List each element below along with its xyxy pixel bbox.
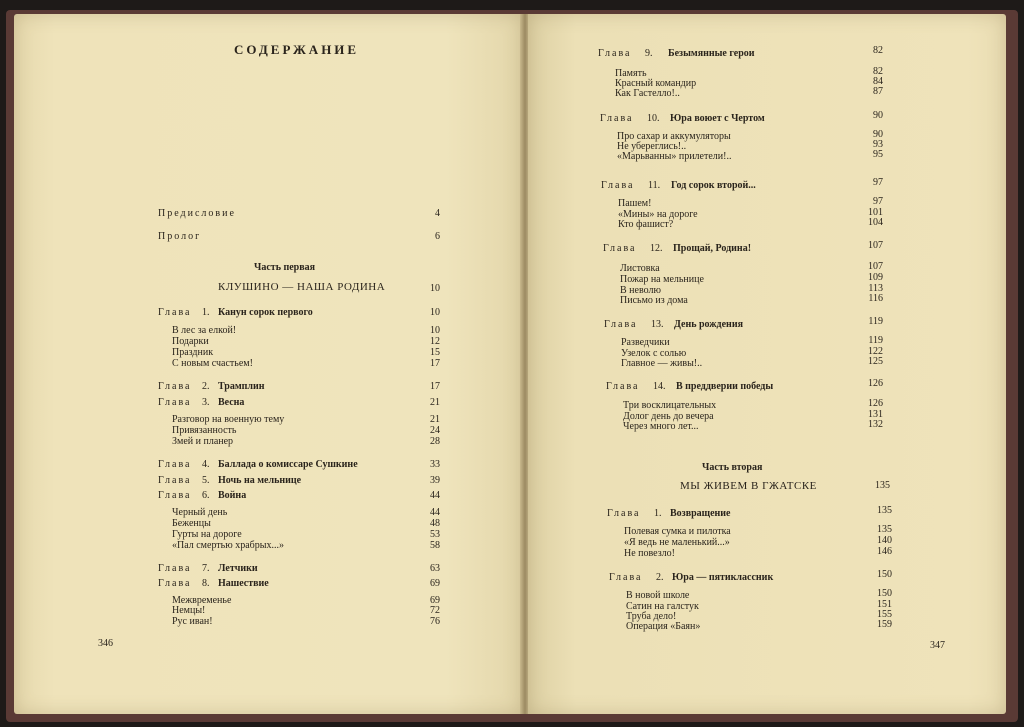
section-page: 150 [877, 588, 892, 599]
chapter-prefix: Глава [158, 475, 192, 486]
chapter-prefix: Глава [609, 572, 643, 583]
section-page: 82 [873, 66, 883, 77]
section-page: 116 [868, 293, 883, 304]
section-label: Про сахар и аккумуляторы [617, 131, 731, 142]
section-page: 93 [873, 139, 883, 150]
section-page: 72 [430, 605, 440, 616]
section-label: Долог день до вечера [623, 411, 714, 422]
chapter-number: 10. [647, 113, 660, 124]
section-page: 126 [868, 398, 883, 409]
left-page [14, 14, 522, 714]
chapter-number: 2. [202, 381, 210, 392]
chapter-number: 5. [202, 475, 210, 486]
section-page: 53 [430, 529, 440, 540]
chapter-title: Баллада о комиссаре Сушкине [218, 459, 358, 470]
chapter-page: 33 [430, 459, 440, 470]
chapter-prefix: Глава [603, 243, 637, 254]
chapter-prefix: Глава [601, 180, 635, 191]
chapter-page: 126 [868, 378, 883, 389]
chapter-title: Юра — пятиклассник [672, 572, 774, 583]
section-label: Черный день [172, 507, 228, 518]
chapter-prefix: Глава [607, 508, 641, 519]
part-page: 135 [875, 480, 890, 491]
section-page: 28 [430, 436, 440, 447]
section-page: 155 [877, 609, 892, 620]
section-page: 131 [868, 409, 883, 420]
chapter-title: Ночь на мельнице [218, 475, 302, 486]
chapter-page: 150 [877, 569, 892, 580]
section-page: 76 [430, 616, 440, 627]
chapter-page: 21 [430, 397, 440, 408]
section-label: Змей и планер [172, 436, 234, 447]
chapter-number: 9. [645, 48, 653, 59]
part-label: Часть первая [254, 262, 316, 273]
chapter-number: 13. [651, 319, 664, 330]
chapter-page: 44 [430, 490, 440, 501]
chapter-title: Летчики [218, 563, 258, 574]
chapter-prefix: Глава [604, 319, 638, 330]
section-label: Рус иван! [172, 616, 213, 627]
front-matter-label: Предисловие [158, 208, 236, 219]
section-page: 69 [430, 595, 440, 606]
section-label: Узелок с солью [621, 348, 687, 359]
section-label: Беженцы [172, 518, 211, 529]
section-page: 135 [877, 524, 892, 535]
chapter-prefix: Глава [158, 563, 192, 574]
section-page: 104 [868, 217, 883, 228]
section-page: 48 [430, 518, 440, 529]
section-label: В лес за елкой! [172, 325, 237, 336]
chapter-page: 39 [430, 475, 440, 486]
section-page: 97 [873, 196, 883, 207]
chapter-title: Возвращение [670, 508, 731, 519]
part-title: МЫ ЖИВЕМ В ГЖАТСКЕ [680, 480, 817, 492]
section-page: 87 [873, 86, 883, 97]
section-label: С новым счастьем! [172, 358, 253, 369]
chapter-number: 14. [653, 381, 666, 392]
page-folio: 346 [98, 638, 113, 649]
chapter-page: 90 [873, 110, 883, 121]
section-label: Операция «Баян» [626, 621, 701, 632]
chapter-title: Прощай, Родина! [673, 243, 752, 254]
section-label: Пашем! [618, 198, 652, 209]
part-label: Часть вторая [702, 462, 763, 473]
chapter-number: 6. [202, 490, 210, 501]
section-page: 119 [868, 335, 883, 346]
section-label: Три восклицательных [623, 400, 717, 411]
section-page: 10 [430, 325, 440, 336]
chapter-prefix: Глава [606, 381, 640, 392]
section-label: Разговор на военную тему [172, 414, 285, 425]
front-matter-label: Пролог [158, 231, 202, 242]
chapter-prefix: Глава [158, 307, 192, 318]
chapter-title: Безымянные герои [668, 48, 755, 59]
section-label: Красный командир [615, 78, 697, 89]
section-page: 95 [873, 149, 883, 160]
chapter-title: Год сорок второй... [671, 180, 756, 191]
chapter-title: Юра воюет с Чертом [670, 113, 765, 124]
section-label: В новой школе [626, 590, 690, 601]
section-label: Не повезло! [624, 548, 676, 559]
section-page: 140 [877, 535, 892, 546]
chapter-number: 4. [202, 459, 210, 470]
section-page: 151 [877, 599, 892, 610]
section-label: Листовка [620, 263, 660, 274]
section-label: Письмо из дома [620, 295, 688, 306]
section-label: Гурты на дороге [172, 529, 242, 540]
section-page: 90 [873, 129, 883, 140]
chapter-prefix: Глава [158, 397, 192, 408]
chapter-page: 82 [873, 45, 883, 56]
section-label: Привязанность [172, 425, 237, 436]
section-page: 58 [430, 540, 440, 551]
chapter-number: 12. [650, 243, 663, 254]
section-page: 17 [430, 358, 440, 369]
section-label: Как Гастелло!.. [615, 88, 680, 99]
section-label: «Мины» на дороге [618, 209, 698, 220]
chapter-prefix: Глава [600, 113, 634, 124]
part-title: КЛУШИНО — НАША РОДИНА [218, 281, 386, 293]
chapter-title: В преддверии победы [676, 381, 774, 392]
section-label: Труба дело! [626, 611, 677, 622]
chapter-prefix: Глава [158, 578, 192, 589]
section-label: Главное — живы!.. [621, 358, 703, 369]
section-label: «Я ведь не маленький...» [624, 537, 730, 548]
section-page: 15 [430, 347, 440, 358]
section-label: Сатин на галстук [626, 601, 699, 612]
chapter-number: 2. [656, 572, 664, 583]
chapter-number: 3. [202, 397, 210, 408]
part-page: 10 [430, 283, 440, 294]
chapter-title: Трамплин [218, 381, 265, 392]
section-label: «Пал смертью храбрых...» [172, 540, 284, 551]
chapter-page: 63 [430, 563, 440, 574]
section-label: «Марьванны» прилетели!.. [617, 151, 732, 162]
chapter-prefix: Глава [158, 381, 192, 392]
chapter-prefix: Глава [158, 490, 192, 501]
chapter-number: 7. [202, 563, 210, 574]
chapter-page: 119 [868, 316, 883, 327]
chapter-prefix: Глава [158, 459, 192, 470]
front-matter-page: 4 [435, 208, 440, 219]
section-page: 113 [868, 283, 883, 294]
section-label: Не убереглись!.. [617, 141, 687, 152]
chapter-title: Война [218, 490, 247, 501]
section-page: 84 [873, 76, 883, 87]
section-label: Память [615, 68, 647, 79]
chapter-prefix: Глава [598, 48, 632, 59]
section-page: 12 [430, 336, 440, 347]
section-page: 21 [430, 414, 440, 425]
section-page: 132 [868, 419, 883, 430]
section-label: Кто фашист? [618, 219, 674, 230]
section-page: 109 [868, 272, 883, 283]
chapter-number: 1. [202, 307, 210, 318]
section-page: 44 [430, 507, 440, 518]
chapter-page: 135 [877, 505, 892, 516]
section-label: Разведчики [621, 337, 670, 348]
chapter-title: Канун сорок первого [218, 307, 313, 318]
chapter-page: 97 [873, 177, 883, 188]
chapter-number: 8. [202, 578, 210, 589]
chapter-page: 69 [430, 578, 440, 589]
section-page: 24 [430, 425, 440, 436]
chapter-title: Нашествие [218, 578, 269, 589]
chapter-page: 107 [868, 240, 883, 251]
section-page: 159 [877, 619, 892, 630]
section-label: Немцы! [172, 605, 206, 616]
section-label: Пожар на мельнице [620, 274, 704, 285]
section-label: Праздник [172, 347, 214, 358]
section-page: 125 [868, 356, 883, 367]
front-matter-page: 6 [435, 231, 440, 242]
chapter-title: Весна [218, 397, 245, 408]
chapter-number: 11. [648, 180, 661, 191]
chapter-number: 1. [654, 508, 662, 519]
section-page: 107 [868, 261, 883, 272]
section-label: Подарки [172, 336, 209, 347]
chapter-page: 17 [430, 381, 440, 392]
section-page: 146 [877, 546, 892, 557]
section-label: В неволю [620, 285, 661, 296]
section-page: 101 [868, 207, 883, 218]
toc-title: СОДЕРЖАНИЕ [234, 42, 360, 57]
section-page: 122 [868, 346, 883, 357]
section-label: Через много лет... [623, 421, 699, 432]
page-folio: 347 [930, 640, 945, 651]
chapter-page: 10 [430, 307, 440, 318]
chapter-title: День рождения [674, 319, 743, 330]
section-label: Полевая сумка и пилотка [624, 526, 731, 537]
section-label: Межвременье [172, 595, 232, 606]
